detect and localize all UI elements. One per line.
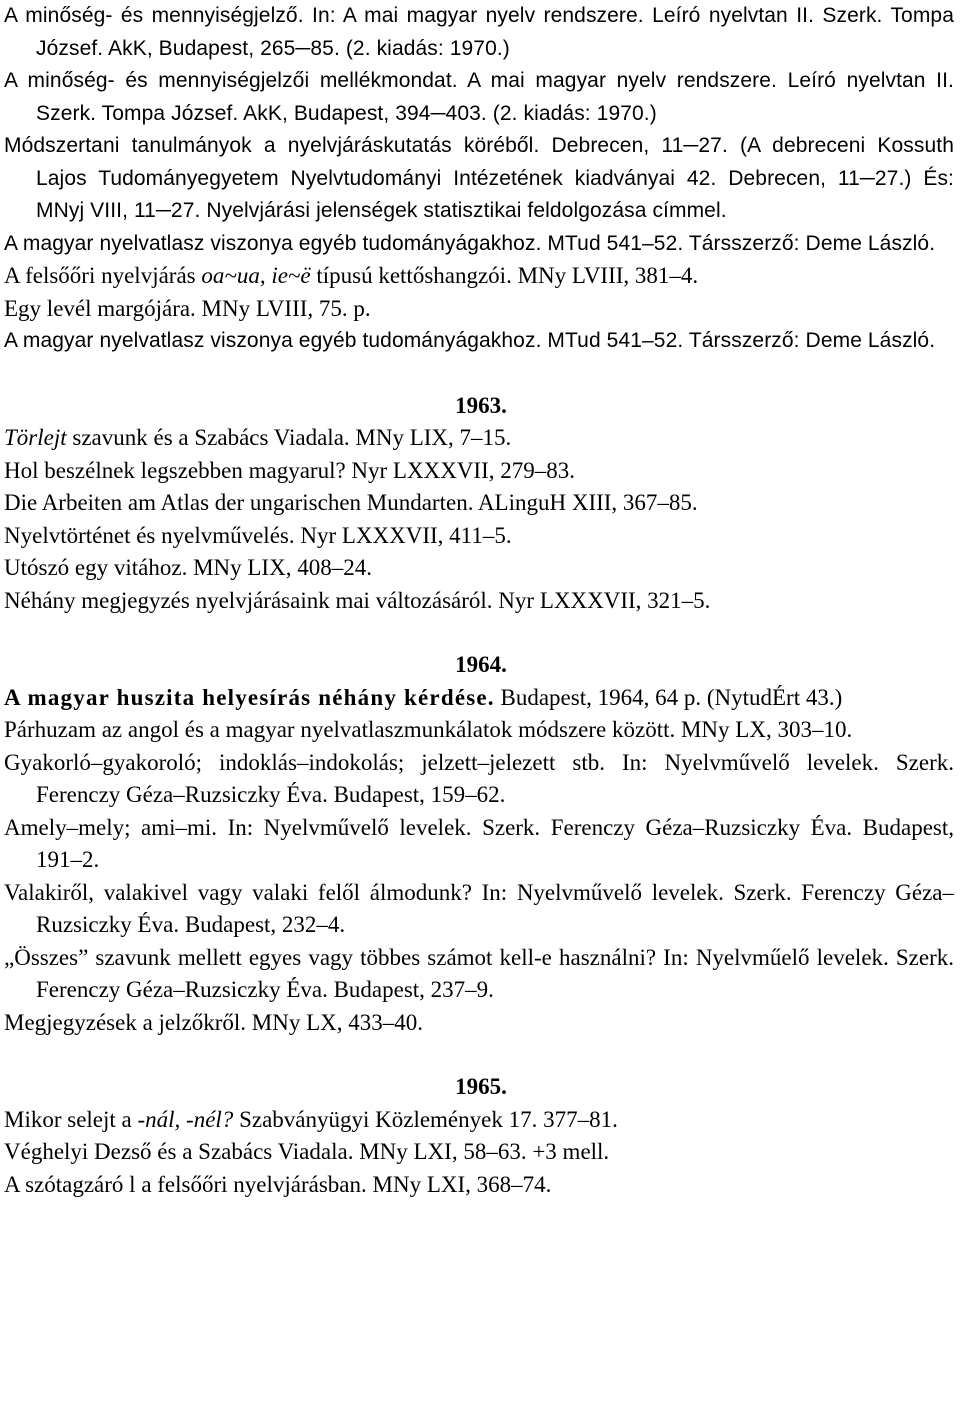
bibliography-entry bbox=[4, 0, 954, 65]
entry-text: Egy levél margójára. MNy LVIII, 75. p. bbox=[4, 295, 371, 321]
bibliography-entry bbox=[4, 1169, 954, 1202]
year-heading: 1964. bbox=[455, 652, 507, 677]
entry-text: A felsőőri nyelvjárás bbox=[4, 263, 202, 288]
year-section bbox=[4, 617, 954, 1039]
bibliography-entry bbox=[4, 422, 954, 455]
year-heading: 1965. bbox=[455, 1074, 507, 1099]
entry-text: , bbox=[259, 263, 272, 288]
bibliography-entry bbox=[4, 65, 954, 130]
bibliography-entry bbox=[4, 325, 954, 358]
entry-text: típusú kettőshangzói. MNy LVIII, 381–4. bbox=[310, 263, 699, 288]
entry-text: Nyelvtörténet és nyelvművelés. Nyr LXXXVII, 411–5. bbox=[4, 522, 512, 548]
bibliography-entry bbox=[4, 877, 954, 942]
entry-text: Mikor selejt a bbox=[4, 1106, 138, 1132]
bibliography-entry bbox=[4, 942, 954, 1007]
bibliography-entry bbox=[4, 812, 954, 877]
bibliography-entry bbox=[4, 552, 954, 585]
bibliography-entry bbox=[4, 682, 954, 715]
entry-text: Valakiről, valakivel vagy valaki felől álmodunk? In: Nyelvművelő levelek. Szerk. Ferenczy Géza–Ruzsiczky Éva. Budapest, 232–4. bbox=[4, 879, 954, 937]
year-section bbox=[4, 1039, 954, 1201]
entry-text: A magyar nyelvatlasz viszonya egyéb tudományágakhoz. MTud 541–52. Társszerző: Deme László. bbox=[4, 231, 936, 255]
bibliography-entry bbox=[4, 130, 954, 228]
year-heading: 1963. bbox=[455, 392, 507, 418]
entry-text: Hol beszélnek legszebben magyarul? Nyr LXXXVII, 279–83. bbox=[4, 457, 575, 483]
entry-text: Szabványügyi Közlemények 17. 377–81. bbox=[233, 1106, 618, 1132]
entry-text: Néhány megjegyzés nyelvjárásaink mai változásáról. Nyr LXXXVII, 321–5. bbox=[4, 587, 711, 613]
bibliography-entry bbox=[4, 714, 954, 747]
entry-text: A szótagzáró l a felsőőri nyelvjárásban. MNy LXI, 368–74. bbox=[4, 1171, 552, 1197]
entry-text: Utószó egy vitához. MNy LIX, 408–24. bbox=[4, 555, 372, 580]
bibliography-entry bbox=[4, 228, 954, 261]
entry-text: Gyakorló–gyakoroló; indoklás–indokolás; jelzett–jelezett stb. In: Nyelvművelő levelek. Szerk. Ferenczy Géza–Ruzsiczky Éva. Budapest, 159–62. bbox=[4, 749, 954, 807]
entry-text: Párhuzam az angol és a magyar nyelvatlaszmunkálatok módszere között. MNy LX, 303–10. bbox=[4, 717, 853, 742]
entry-text: Die Arbeiten am Atlas der ungarischen Mundarten. ALinguH XIII, 367–85. bbox=[4, 490, 698, 515]
bibliography-entry bbox=[4, 747, 954, 812]
entry-text: A minőség- és mennyiségjelző. In: A mai magyar nyelv rendszere. Leíró nyelvtan II. Szerk. Tompa József. AkK, Budapest, 265─85. (2. kiadás: 1970.) bbox=[4, 4, 954, 60]
bibliography-entry bbox=[4, 585, 954, 618]
entry-text: Amely–mely; ami–mi. In: Nyelvművelő levelek. Szerk. Ferenczy Géza–Ruzsiczky Éva. Budapest, 191–2. bbox=[4, 814, 954, 872]
year-section bbox=[4, 0, 954, 358]
bibliography-entry bbox=[4, 1104, 954, 1137]
italic-text: ie~ë bbox=[271, 263, 311, 288]
bibliography-entry bbox=[4, 455, 954, 488]
entry-text: A magyar nyelvatlasz viszonya egyéb tudományágakhoz. MTud 541–52. Társszerző: Deme László. bbox=[4, 329, 936, 352]
italic-text: Törlejt bbox=[4, 425, 67, 450]
entry-text: Módszertani tanulmányok a nyelvjáráskutatás köréből. Debrecen, 11─27. (A debreceni Kossuth Lajos Tudományegyetem Nyelvtudományi Intézetének kiadványai 42. Debrecen, 11─27.) És: MNyj VIII, 11─27. Nyelvjárási jelenségek statisztikai feldolgozása címmel. bbox=[4, 134, 954, 222]
bibliography-entry bbox=[4, 260, 954, 293]
entry-text: szavunk és a Szabács Viadala. MNy LIX, 7–15. bbox=[66, 425, 512, 450]
year-section bbox=[4, 358, 954, 618]
entry-text: A minőség- és mennyiségjelzői mellékmondat. A mai magyar nyelv rendszere. Leíró nyelvtan II. Szerk. Tompa József. AkK, Budapest, 394─403. (2. kiadás: 1970.) bbox=[4, 69, 954, 125]
bibliography-entry bbox=[4, 293, 954, 326]
entry-text: Megjegyzések a jelzőkről. MNy LX, 433–40. bbox=[4, 1009, 424, 1035]
entry-text: Véghelyi Dezső és a Szabács Viadala. MNy LXI, 58–63. +3 mell. bbox=[4, 1139, 610, 1164]
italic-text: -nál, -nél? bbox=[137, 1106, 234, 1132]
bibliography-entry bbox=[4, 487, 954, 520]
bibliography-entry bbox=[4, 520, 954, 553]
bold-title: A magyar huszita helyesírás néhány kérdése. bbox=[4, 684, 495, 710]
bibliography-entry bbox=[4, 1007, 954, 1040]
bibliography-entry bbox=[4, 1136, 954, 1169]
entry-text: Budapest, 1964, 64 p. (NytudÉrt 43.) bbox=[494, 684, 843, 710]
entry-text: „Összes” szavunk mellett egyes vagy többes számot kell-e használni? In: Nyelvműelő levelek. Szerk. Ferenczy Géza–Ruzsiczky Éva. Budapest, 237–9. bbox=[4, 944, 954, 1002]
italic-text: oa~ua bbox=[201, 263, 260, 288]
